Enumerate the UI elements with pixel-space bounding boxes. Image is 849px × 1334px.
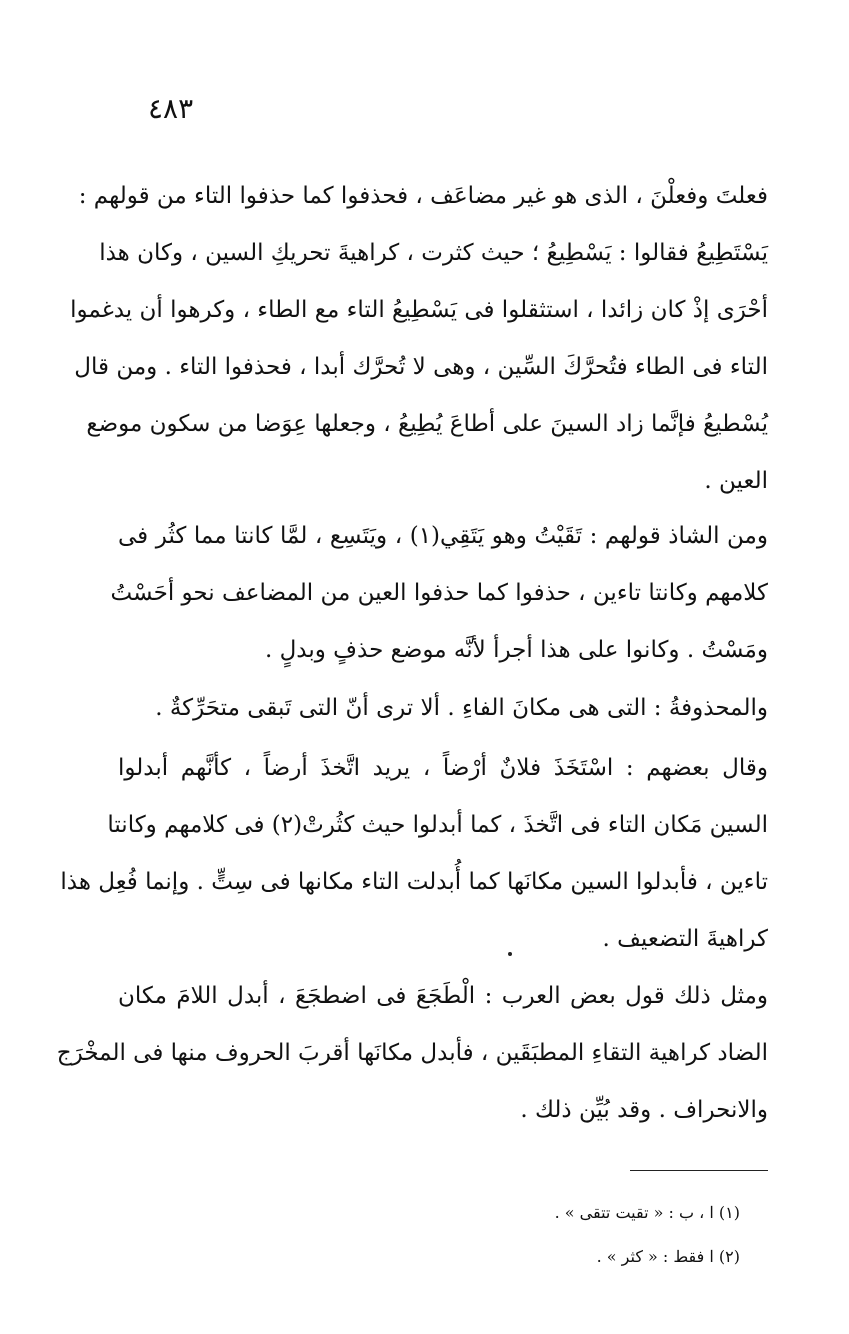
text-line: الضاد كراهية التقاءِ المطبَقَين ، فأبدل مكانَها أقربَ الحروف منها فى المخْرَج (56, 1040, 768, 1066)
footnotes (420, 1196, 740, 1284)
paragraph-5 (56, 968, 768, 1139)
text-line: يُسْطيعُ فإنَّما زاد السينَ على أطاعَ يُطِيعُ ، وجعلها عِوَضا من سكون موضع (86, 411, 768, 437)
paragraph-1 (70, 168, 768, 510)
text-line: كلامهم وكانتا تاءين ، حذفوا كما حذفوا العين من المضاعف نحو أحَسْتُ (110, 580, 768, 606)
text-line: والانحراف . وقد بُيِّن ذلك . (520, 1097, 768, 1123)
paragraph-2 (110, 508, 768, 679)
text-line: السين مَكان التاء فى اتَّخذَ ، كما أبدلوا حيث كثُرتْ(٢) فى كلامهم وكانتا (107, 812, 768, 838)
text-line: التاء فى الطاء فتُحرَّكَ السِّين ، وهى لا تُحرَّك أبدا ، فحذفوا التاء . ومن قال (74, 354, 768, 380)
footnote-2: (٢) ا فقط : « كثر » . (596, 1247, 740, 1266)
text-line: فعلتَ وفعلْنَ ، الذى هو غير مضاعَف ، فحذفوا كما حذفوا التاء من قولهم : (78, 183, 768, 209)
text-line: يَسْتَطِيعُ فقالوا : يَسْطِيعُ ؛ حيث كثرت ، كراهيةَ تحريكِ السين ، وكان هذا (99, 240, 768, 266)
text-line: العين . (704, 468, 768, 494)
footnote-separator (630, 1170, 768, 1171)
text-line: والمحذوفةُ : التى هى مكانَ الفاءِ . ألا ترى أنّ التى تَبقى متحَرِّكةٌ . (155, 695, 768, 721)
stray-dot-mark (508, 952, 512, 956)
text-line: ومَسْتُ . وكانوا على هذا أجرأ لأنَّه موضع حذفٍ وبدلٍ . (264, 637, 768, 663)
text-line: أحْرَى إذْ كان زائدا ، استثقلوا فى يَسْطِيعُ التاء مع الطاء ، وكرهوا أن يدغموا (70, 297, 768, 323)
page-number: ٤٨٣ (148, 92, 194, 125)
footnote-1: (١) ا ، ب : « تقيت تتقى » . (554, 1203, 740, 1222)
text-line: تاءين ، فأبدلوا السين مكانَها كما أُبدلت التاء مكانها فى سِتٍّ . وإنما فُعِل هذا (60, 869, 768, 895)
paragraph-3 (118, 680, 768, 737)
text-line: وقال بعضهم : اسْتَخَذَ فلانٌ أرْضاً ، يريد اتَّخذَ أرضاً ، كأنَّهم أبدلوا (118, 755, 768, 781)
text-line: كراهيةَ التضعيف . (602, 926, 768, 952)
paragraph-4 (60, 740, 768, 968)
text-line: ومثل ذلك قول بعض العرب : الْطَجَعَ فى اضطجَعَ ، أبدل اللامَ مكان (118, 983, 768, 1009)
text-line: ومن الشاذ قولهم : تَقَيْتُ وهو يَتَقِي(١) ، ويَتَسِع ، لمَّا كانتا مما كثُر فى (118, 523, 768, 549)
